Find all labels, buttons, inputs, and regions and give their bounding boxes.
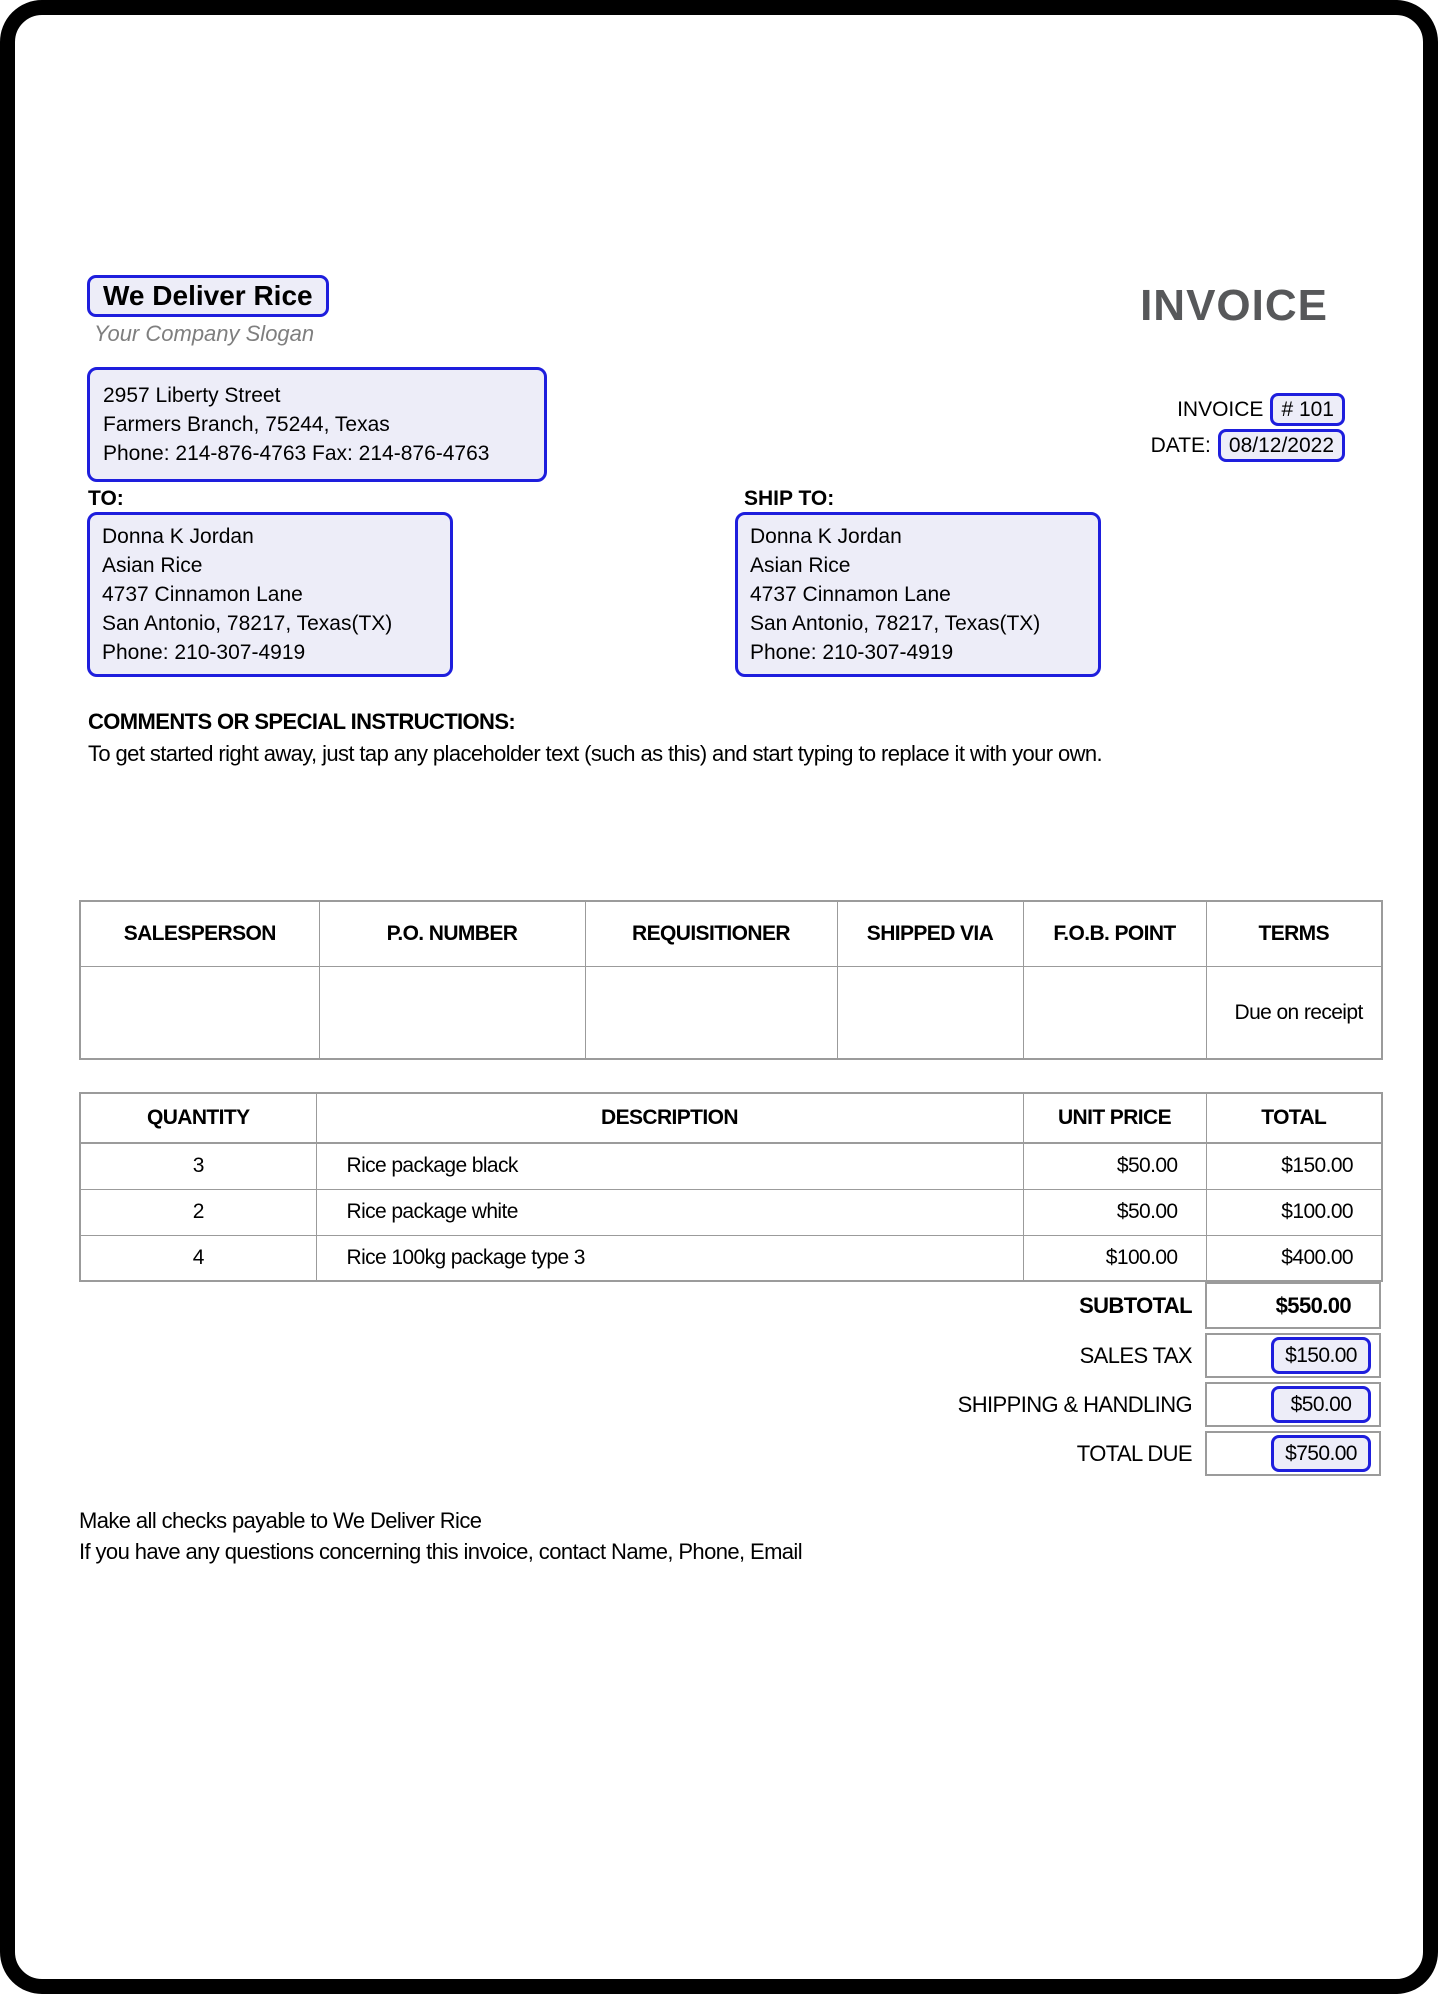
address-line: Farmers Branch, 75244, Texas [103, 413, 390, 436]
totals-section [79, 1282, 1381, 1480]
sales-tax-label: SALES TAX [1079, 1342, 1192, 1368]
po-number-header: P.O. NUMBER [319, 901, 585, 966]
date-field[interactable]: 08/12/2022 [1218, 429, 1345, 462]
terms-header: TERMS [1206, 901, 1382, 966]
item-row [80, 1143, 1382, 1189]
ship-to-line: Donna K Jordan [750, 525, 902, 548]
bill-to-field[interactable] [87, 512, 453, 677]
footer-notes [79, 1505, 802, 1567]
total-due-value-cell [1205, 1431, 1381, 1476]
ship-to-line: San Antonio, 78217, Texas(TX) [750, 612, 1041, 635]
quantity-cell: 2 [80, 1189, 316, 1235]
sales-tax-field[interactable]: $150.00 [1271, 1337, 1371, 1374]
ship-to-line: 4737 Cinnamon Lane [750, 583, 951, 606]
description-header: DESCRIPTION [316, 1093, 1023, 1143]
date-label: DATE: [1150, 433, 1211, 457]
sales-tax-row [79, 1333, 1381, 1378]
address-line: 2957 Liberty Street [103, 384, 281, 407]
invoice-meta [1151, 393, 1345, 465]
description-cell: Rice 100kg package type 3 [316, 1235, 1023, 1281]
questions-note: If you have any questions concerning this invoice, contact Name, Phone, Email [79, 1539, 803, 1564]
total-cell: $400.00 [1206, 1235, 1382, 1281]
shipping-label: SHIPPING & HANDLING [957, 1391, 1192, 1417]
shipping-value-cell [1205, 1382, 1381, 1427]
description-cell: Rice package black [316, 1143, 1023, 1189]
checks-payable-note: Make all checks payable to We Deliver Rice [79, 1508, 482, 1533]
total-due-field[interactable]: $750.00 [1271, 1435, 1371, 1472]
fob-point-cell [1023, 966, 1206, 1059]
ship-to-line: Phone: 210-307-4919 [750, 641, 954, 664]
total-due-row [79, 1431, 1381, 1476]
comments-text[interactable]: To get started right away, just tap any placeholder text (such as this) and start typing to replace it with your own. [88, 741, 1103, 766]
sales-tax-value-cell [1205, 1333, 1381, 1378]
quantity-cell: 3 [80, 1143, 316, 1189]
order-info-table [79, 900, 1383, 1060]
invoice-number-label: INVOICE [1177, 397, 1264, 421]
unit-price-cell: $50.00 [1023, 1143, 1206, 1189]
shipped-via-header: SHIPPED VIA [837, 901, 1023, 966]
subtotal-row [79, 1282, 1381, 1329]
quantity-header: QUANTITY [80, 1093, 316, 1143]
fob-point-header: F.O.B. POINT [1023, 901, 1206, 966]
company-slogan: Your Company Slogan [94, 321, 315, 346]
invoice-number-field[interactable]: # 101 [1270, 393, 1345, 426]
unit-price-header: UNIT PRICE [1023, 1093, 1206, 1143]
ship-to-line: Asian Rice [750, 554, 851, 577]
subtotal-value-cell: $550.00 [1205, 1282, 1381, 1329]
po-number-cell [319, 966, 585, 1059]
salesperson-header: SALESPERSON [80, 901, 319, 966]
info-header-row [80, 901, 1382, 966]
unit-price-cell: $100.00 [1023, 1235, 1206, 1281]
line-items-table [79, 1092, 1383, 1282]
total-due-label: TOTAL DUE [1076, 1440, 1192, 1466]
quantity-cell: 4 [80, 1235, 316, 1281]
total-cell: $150.00 [1206, 1143, 1382, 1189]
ship-to-label: SHIP TO: [744, 487, 835, 510]
item-row [80, 1189, 1382, 1235]
shipping-field[interactable]: $50.00 [1271, 1386, 1371, 1423]
shipping-row [79, 1382, 1381, 1427]
terms-cell: Due on receipt [1206, 966, 1382, 1059]
invoice-number-row [1151, 393, 1345, 426]
company-address-field[interactable] [87, 367, 547, 482]
info-data-row [80, 966, 1382, 1059]
company-name-field[interactable]: We Deliver Rice [87, 275, 329, 317]
to-line: Phone: 210-307-4919 [102, 641, 306, 664]
ship-to-field[interactable] [735, 512, 1101, 677]
unit-price-cell: $50.00 [1023, 1189, 1206, 1235]
item-row [80, 1235, 1382, 1281]
shipped-via-cell [837, 966, 1023, 1059]
invoice-date-row [1151, 429, 1345, 462]
to-line: Donna K Jordan [102, 525, 254, 548]
items-header-row [80, 1093, 1382, 1143]
description-cell: Rice package white [316, 1189, 1023, 1235]
total-header: TOTAL [1206, 1093, 1382, 1143]
subtotal-label: SUBTOTAL [1079, 1292, 1192, 1318]
to-line: Asian Rice [102, 554, 203, 577]
salesperson-cell [80, 966, 319, 1059]
requisitioner-cell [585, 966, 837, 1059]
to-line: San Antonio, 78217, Texas(TX) [102, 612, 393, 635]
to-line: 4737 Cinnamon Lane [102, 583, 303, 606]
invoice-title: INVOICE [1140, 281, 1328, 330]
to-label: TO: [88, 487, 124, 510]
requisitioner-header: REQUISITIONER [585, 901, 837, 966]
total-cell: $100.00 [1206, 1189, 1382, 1235]
comments-heading: COMMENTS OR SPECIAL INSTRUCTIONS: [88, 709, 516, 734]
address-line: Phone: 214-876-4763 Fax: 214-876-4763 [103, 442, 490, 465]
